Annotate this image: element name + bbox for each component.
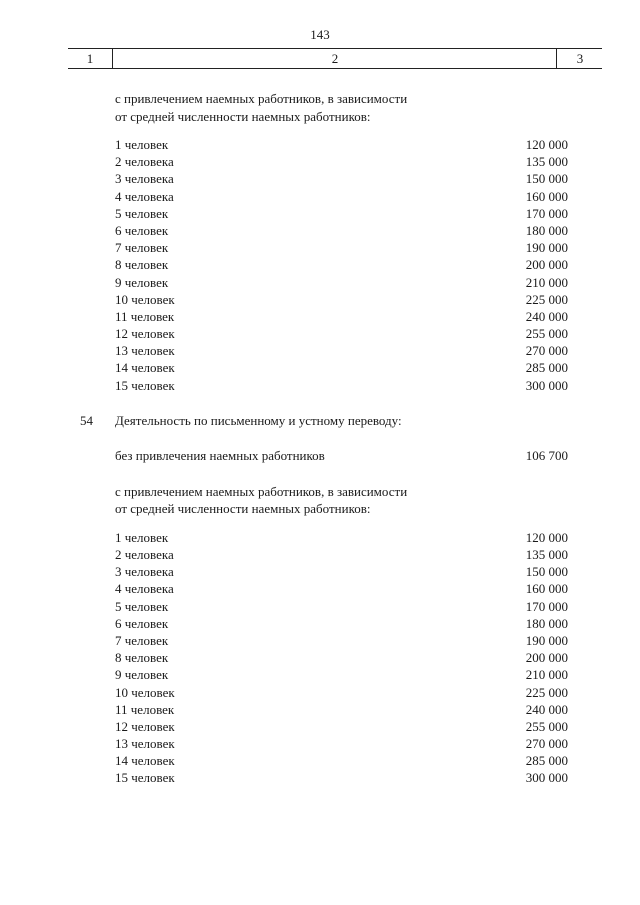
row-value: 160 000: [525, 188, 568, 204]
row-value: 135 000: [525, 154, 568, 170]
row-label: 4 человека: [115, 581, 174, 597]
table-row: [0, 205, 640, 222]
row-value: 170 000: [525, 598, 568, 614]
row-value: 255 000: [525, 718, 568, 734]
row-label: 14 человек: [115, 360, 175, 376]
intro-text: с привлечением наемных работников, в зависимости: [115, 483, 408, 499]
row-value: 120 000: [525, 529, 568, 545]
row-label: 9 человек: [115, 274, 169, 290]
table-row: [0, 701, 640, 718]
table-row: [0, 615, 640, 632]
column-header-1: 1: [86, 51, 94, 66]
table-row: [0, 598, 640, 615]
intro-text: от средней численности наемных работников:: [115, 501, 371, 517]
row-label: 13 человек: [115, 343, 175, 359]
row-value: 150 000: [525, 564, 568, 580]
table-row: [0, 274, 640, 291]
row-value: 300 000: [525, 770, 568, 786]
row-label: 12 человек: [115, 718, 175, 734]
row-value: 120 000: [525, 137, 568, 152]
table-row: [0, 170, 640, 187]
intro-text: с привлечением наемных работников, в зависимости: [115, 91, 408, 106]
row-value: 180 000: [525, 615, 568, 631]
row-value: 180 000: [525, 222, 568, 238]
row-label: 10 человек: [115, 684, 175, 700]
row-label: 7 человек: [115, 240, 169, 256]
table-row: [0, 377, 640, 394]
intro-line: [0, 483, 640, 501]
row-label: 6 человек: [115, 222, 169, 238]
row-value: 200 000: [525, 257, 568, 273]
row-value: 190 000: [525, 632, 568, 648]
row-value: 225 000: [525, 684, 568, 700]
intro-line: [0, 90, 640, 108]
row-label: 12 человек: [115, 326, 175, 342]
row-label: 5 человек: [115, 205, 169, 221]
row-value: 135 000: [525, 547, 568, 562]
table-row: [0, 153, 640, 170]
row-value: 285 000: [525, 360, 568, 376]
column-header-3: 3: [556, 49, 603, 68]
row-label: 2 человека: [115, 154, 174, 170]
item-title: Деятельность по письменному и устному переводу:: [115, 412, 402, 428]
row-label: 15 человек: [115, 377, 175, 393]
table-row: [0, 563, 640, 580]
table-row: [0, 325, 640, 342]
table-row: [0, 222, 640, 239]
row-label: 2 человека: [115, 547, 174, 562]
table-row: [0, 239, 640, 256]
row-label: 10 человек: [115, 291, 175, 307]
row-value: 210 000: [525, 667, 568, 683]
table-row: [0, 291, 640, 308]
row-value: 270 000: [525, 736, 568, 752]
row-label: 8 человек: [115, 257, 169, 273]
row-value: 225 000: [525, 291, 568, 307]
item54-rows: [0, 529, 640, 787]
row-label: 6 человек: [115, 615, 169, 631]
no-employees-value: 106 700: [525, 448, 568, 464]
table-row: [0, 649, 640, 666]
document-body: [0, 90, 640, 787]
intro-text: от средней численности наемных работников:: [115, 108, 371, 124]
table-row: [0, 359, 640, 376]
row-label: 1 человек: [115, 529, 169, 545]
row-label: 8 человек: [115, 650, 169, 666]
row-label: 1 человек: [115, 137, 169, 152]
table-row: [0, 188, 640, 205]
table-row: [0, 752, 640, 769]
row-value: 210 000: [525, 274, 568, 290]
row-value: 300 000: [525, 377, 568, 393]
table-row: [0, 546, 640, 563]
row-label: 14 человек: [115, 753, 175, 769]
row-value: 160 000: [525, 581, 568, 597]
row-label: 5 человек: [115, 598, 169, 614]
item-54-heading: [0, 412, 640, 430]
table-row: [0, 735, 640, 752]
row-value: 240 000: [525, 701, 568, 717]
row-value: 240 000: [525, 308, 568, 324]
row-label: 3 человека: [115, 564, 174, 580]
page-number: 143: [310, 27, 330, 42]
section1-rows: [0, 136, 640, 394]
table-row: [0, 684, 640, 701]
intro-line: [0, 500, 640, 518]
row-value: 190 000: [525, 240, 568, 256]
table-row: [0, 718, 640, 735]
table-row: [0, 580, 640, 597]
row-label: 9 человек: [115, 667, 169, 683]
row-value: 170 000: [525, 205, 568, 221]
column-header-row: [68, 48, 602, 69]
table-row: [0, 529, 640, 546]
row-value: 285 000: [525, 753, 568, 769]
row-label: 3 человека: [115, 171, 174, 187]
table-row: [0, 308, 640, 325]
column-header-2: 2: [112, 49, 557, 68]
table-row: [0, 256, 640, 273]
table-row: [0, 769, 640, 786]
table-row: [0, 136, 640, 153]
item-number: 54: [80, 412, 93, 428]
row-label: 7 человек: [115, 632, 169, 648]
table-row: [0, 342, 640, 359]
row-label: 4 человека: [115, 188, 174, 204]
row-value: 200 000: [525, 650, 568, 666]
row-label: 11 человек: [115, 308, 175, 324]
intro-line: [0, 108, 640, 126]
no-employees-row: [0, 447, 640, 465]
row-label: 15 человек: [115, 770, 175, 786]
row-label: 13 человек: [115, 736, 175, 752]
table-row: [0, 632, 640, 649]
row-value: 150 000: [525, 171, 568, 187]
no-employees-label: без привлечения наемных работников: [115, 448, 325, 464]
row-value: 255 000: [525, 326, 568, 342]
table-row: [0, 666, 640, 683]
row-value: 270 000: [525, 343, 568, 359]
row-label: 11 человек: [115, 701, 175, 717]
